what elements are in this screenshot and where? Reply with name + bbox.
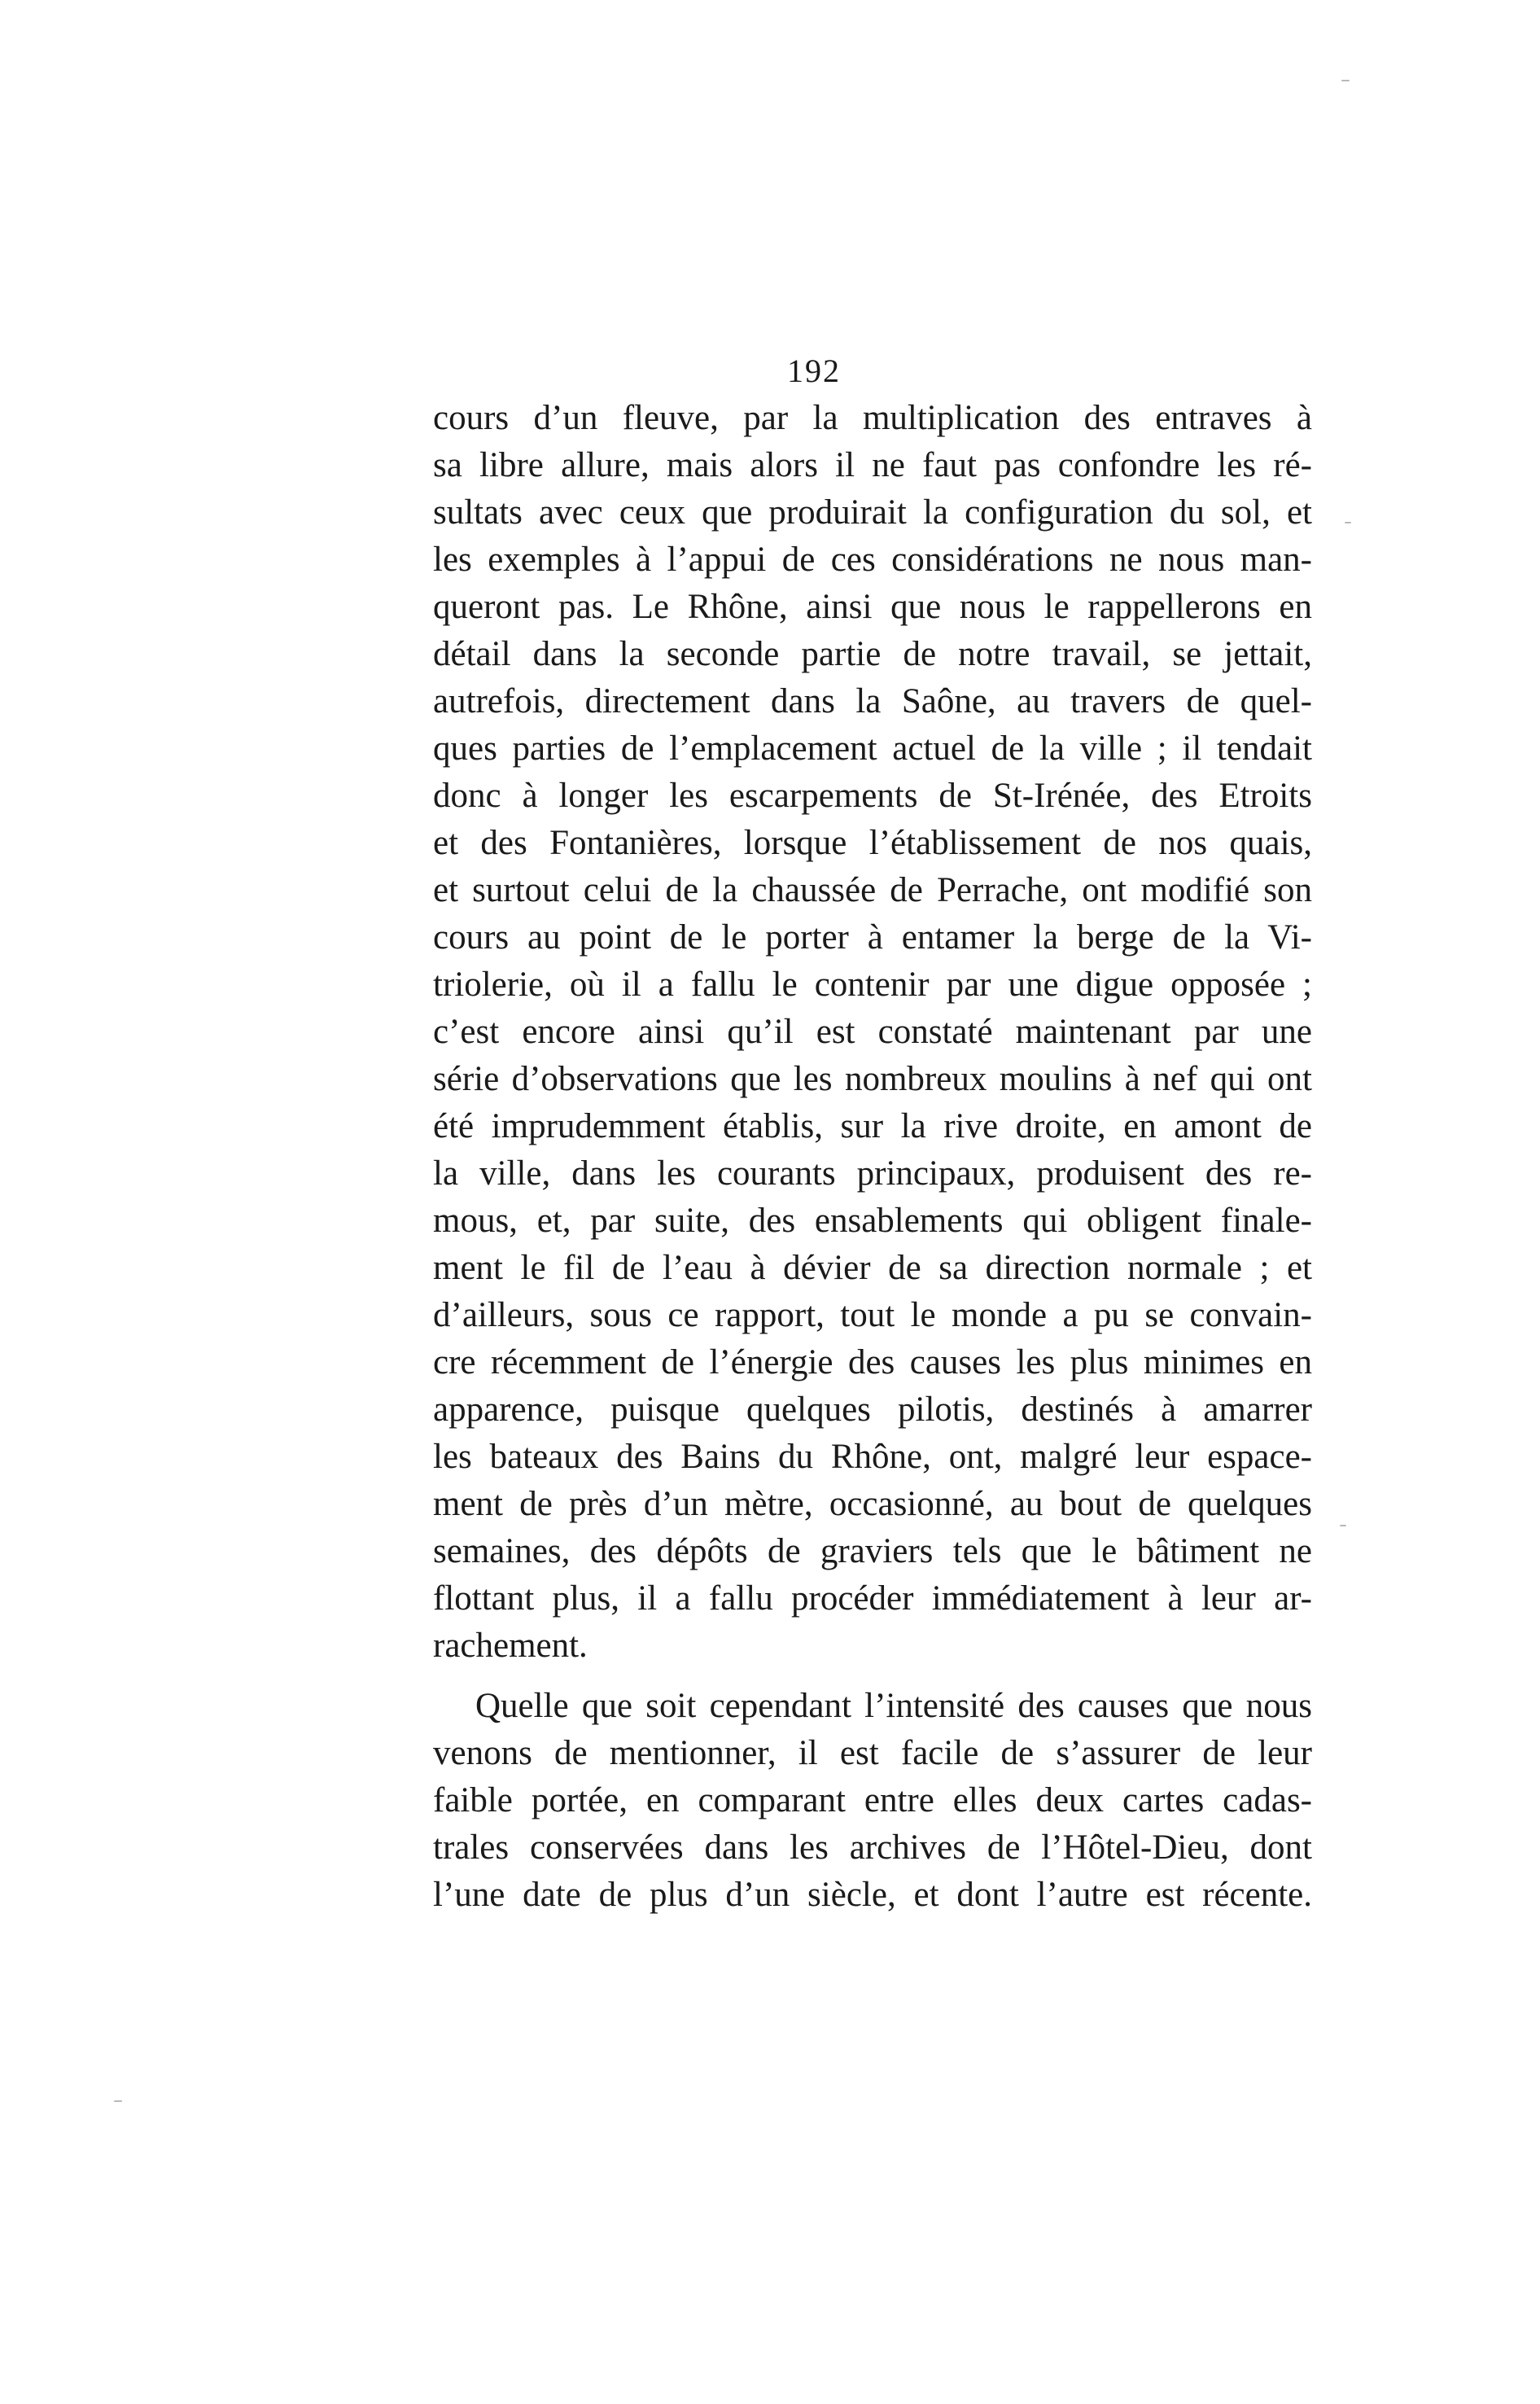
text-line: les exemples à l’appui de ces considérations ne nous man- <box>433 541 1312 579</box>
paper-speck <box>1341 80 1350 81</box>
text-line: rachement. <box>433 1627 588 1665</box>
text-line: queront pas. Le Rhône, ainsi que nous le rappellerons en <box>433 588 1312 626</box>
text-line: venons de mentionner, il est facile de s’assurer de leur <box>433 1734 1312 1772</box>
text-line: mous, et, par suite, des ensablements qui obligent finale- <box>433 1202 1312 1240</box>
text-line: apparence, puisque quelques pilotis, destinés à amarrer <box>433 1390 1312 1429</box>
text-line: semaines, des dépôts de graviers tels que le bâtiment ne <box>433 1532 1312 1570</box>
text-line: l’une date de plus d’un siècle, et dont l’autre est récente. <box>433 1876 1312 1914</box>
text-line: ment le fil de l’eau à dévier de sa direction normale ; et <box>433 1249 1312 1287</box>
text-line: les bateaux des Bains du Rhône, ont, malgré leur espace- <box>433 1438 1312 1476</box>
text-line: ques parties de l’emplacement actuel de la ville ; il tendait <box>433 729 1312 768</box>
text-line: ment de près d’un mètre, occasionné, au bout de quelques <box>433 1485 1312 1523</box>
text-line: sa libre allure, mais alors il ne faut pas confondre les ré- <box>433 446 1312 484</box>
text-line: été imprudemment établis, sur la rive droite, en amont de <box>433 1107 1312 1145</box>
page-number: 192 <box>787 352 841 389</box>
text-line: d’ailleurs, sous ce rapport, tout le monde a pu se convain- <box>433 1296 1312 1334</box>
text-line: triolerie, où il a fallu le contenir par une digue opposée ; <box>433 966 1312 1004</box>
paper-speck <box>1345 522 1351 523</box>
text-line: détail dans la seconde partie de notre travail, se jettait, <box>433 635 1312 673</box>
text-line: donc à longer les escarpements de St-Irénée, des Etroits <box>433 777 1312 815</box>
text-line: cours d’un fleuve, par la multiplication des entraves à <box>433 399 1312 437</box>
text-line: et surtout celui de la chaussée de Perrache, ont modifié son <box>433 871 1312 909</box>
text-line: autrefois, directement dans la Saône, au travers de quel- <box>433 682 1312 720</box>
paper-speck <box>1340 1525 1346 1526</box>
paper-speck <box>114 2100 122 2102</box>
text-line: faible portée, en comparant entre elles deux cartes cadas- <box>433 1781 1312 1819</box>
text-line: c’est encore ainsi qu’il est constaté maintenant par une <box>433 1013 1312 1051</box>
text-line: flottant plus, il a fallu procéder immédiatement à leur ar- <box>433 1579 1312 1618</box>
text-line: série d’observations que les nombreux moulins à nef qui ont <box>433 1060 1312 1098</box>
paragraph-gap <box>433 1670 1312 1683</box>
text-line: la ville, dans les courants principaux, produisent des re- <box>433 1154 1312 1193</box>
text-line: cre récemment de l’énergie des causes les plus minimes en <box>433 1343 1312 1382</box>
paragraph-1 <box>433 395 1312 1670</box>
paragraph-2 <box>433 1683 1312 1919</box>
text-line: et des Fontanières, lorsque l’établissement de nos quais, <box>433 824 1312 862</box>
text-line: sultats avec ceux que produirait la configuration du sol, et <box>433 493 1312 532</box>
text-line: cours au point de le porter à entamer la berge de la Vi- <box>433 918 1312 957</box>
body-text <box>433 395 1312 1919</box>
text-line: trales conservées dans les archives de l’Hôtel-Dieu, dont <box>433 1828 1312 1867</box>
text-line: Quelle que soit cependant l’intensité des causes que nous <box>475 1687 1312 1725</box>
